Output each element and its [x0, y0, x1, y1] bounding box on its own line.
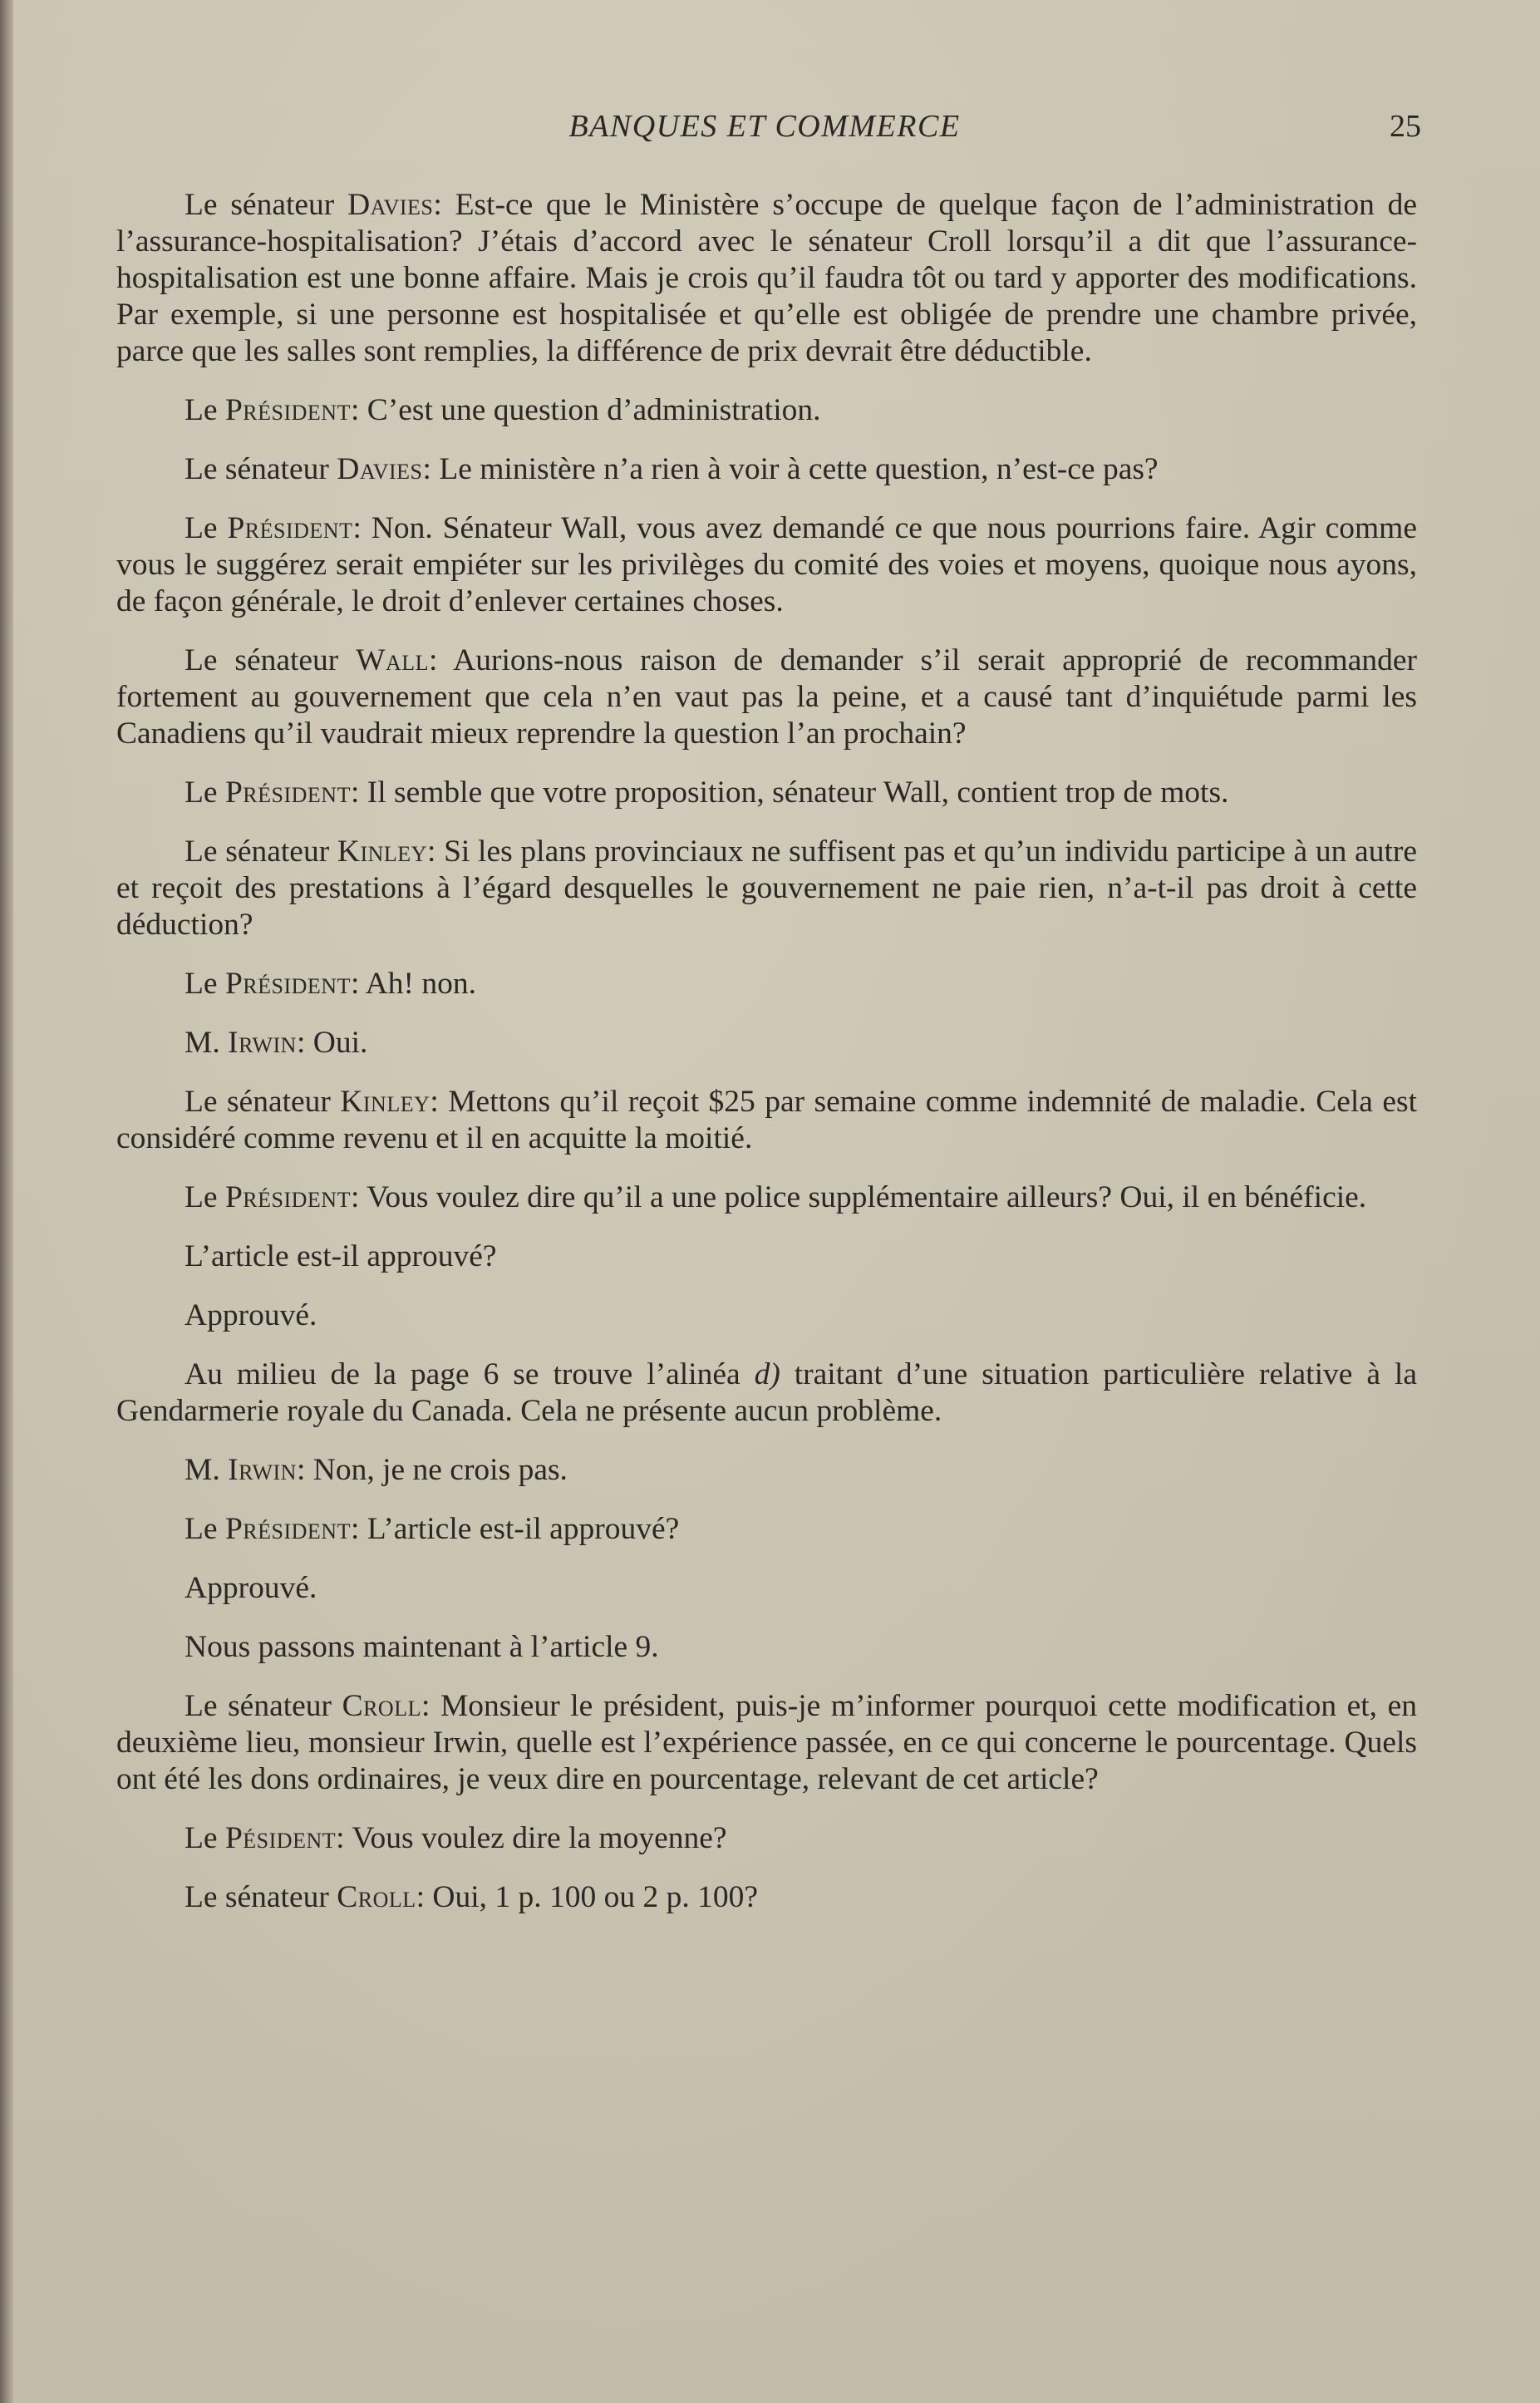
- paragraph: [116, 1238, 1417, 1275]
- paragraph-text: : Oui.: [296, 1026, 368, 1060]
- paragraph: [116, 1452, 1417, 1489]
- paragraph-text: : Aurions-nous raison de demander s’il serait approprié de recommander fortement au gouvernement que cela n’en vaut pas la peine, et a causé tant d’inquiétude parmi les Canadiens qu’il vaudrait mieux reprendre la question l’an prochain?: [116, 643, 1418, 751]
- speaker-name: Kinley: [337, 835, 427, 869]
- paragraph: [116, 1570, 1417, 1607]
- paragraph-text: L’article est-il approuvé?: [185, 1239, 497, 1273]
- speaker-prefix: Le: [185, 393, 225, 427]
- paragraph-text: : Non. Sénateur Wall, vous avez demandé ce que nous pourrions faire. Agir comme vous le suggérez serait empiéter sur les privilèges du comité des voies et moyens, quoique nous ayons, de façon générale, le droit d’enlever certaines choses.: [116, 511, 1417, 618]
- paragraph-text: : Le ministère n’a rien à voir à cette question, n’est-ce pas?: [422, 452, 1159, 486]
- paragraph: [116, 451, 1417, 488]
- paragraph-text: : Il semble que votre proposition, sénateur Wall, contient trop de mots.: [350, 776, 1229, 810]
- paragraph-text: : Non, je ne crois pas.: [296, 1453, 568, 1487]
- paragraph: [116, 392, 1417, 429]
- paragraph-text: : Monsieur le président, puis-je m’informer pourquoi cette modification et, en deuxième lieu, monsieur Irwin, quelle est l’expérience passée, en ce qui concerne le pourcentage. Quels ont été les dons ordinaires, je veux dire en pourcentage, relevant de cet article?: [116, 1689, 1417, 1796]
- paragraph: [116, 834, 1417, 943]
- speaker-prefix: Le: [185, 1512, 225, 1546]
- paragraph-text: : Est-ce que le Ministère s’occupe de quelque façon de l’administration de l’assurance-hospitalisation? J’étais d’accord avec le sénateur Croll lorsqu’il a dit que l’assurance-hospitalisation est une bonne affaire. Mais je crois qu’il faudra tôt ou tard y apporter des modifications. Par exemple, si une personne est hospitalisée et qu’elle est obligée de prendre une chambre privée, parce que les salles sont remplies, la différence de prix devrait être déductible.: [116, 188, 1418, 368]
- speaker-name: Président: [224, 967, 351, 1001]
- paragraph: [116, 1084, 1417, 1157]
- paragraph: [116, 1357, 1417, 1430]
- speaker-name: Croll: [337, 1880, 416, 1914]
- speaker-name: Président: [224, 393, 351, 427]
- paragraph: [116, 966, 1417, 1002]
- speaker-prefix: M.: [185, 1026, 229, 1060]
- paragraph-text: Nous passons maintenant à l’article 9.: [185, 1630, 659, 1664]
- speaker-prefix: Le sénateur: [185, 188, 348, 222]
- paragraph-text: Approuvé.: [185, 1571, 317, 1605]
- speaker-name: Wall: [356, 643, 430, 677]
- speaker-prefix: Le sénateur: [185, 1689, 342, 1723]
- speaker-name: Président: [224, 1180, 351, 1214]
- speaker-name: Président: [224, 1512, 351, 1546]
- binding-edge: [0, 0, 13, 2403]
- speaker-name: Pésident: [224, 1821, 337, 1855]
- paragraph: [116, 775, 1417, 811]
- speaker-prefix: Le: [185, 511, 228, 545]
- speaker-prefix: M.: [185, 1453, 229, 1487]
- page-number: 25: [1390, 109, 1421, 144]
- speaker-name: Irwin: [228, 1026, 297, 1060]
- speaker-prefix: Le sénateur: [185, 643, 357, 677]
- body-text: [116, 187, 1417, 1938]
- speaker-name: Président: [227, 511, 353, 545]
- paragraph-text: : Si les plans provinciaux ne suffisent pas et qu’un individu participe à un autre et reçoit des prestations à l’égard desquelles le gouvernement ne paie rien, n’a-t-il pas droit à cette déduction?: [116, 835, 1418, 942]
- speaker-name: Croll: [342, 1689, 421, 1723]
- speaker-prefix: Le sénateur: [185, 1880, 337, 1914]
- paragraph: [116, 510, 1417, 620]
- speaker-prefix: Le: [185, 1821, 225, 1855]
- paragraph: [116, 187, 1417, 370]
- speaker-name: Davies: [337, 452, 423, 486]
- paragraph: [116, 1629, 1417, 1666]
- paragraph-text: : Oui, 1 p. 100 ou 2 p. 100?: [416, 1880, 759, 1914]
- paragraph: [116, 643, 1417, 752]
- italic-text: d): [754, 1357, 780, 1391]
- paragraph-text: Approuvé.: [185, 1298, 317, 1332]
- speaker-prefix: Le sénateur: [185, 835, 337, 869]
- speaker-prefix: Le: [185, 1180, 225, 1214]
- paragraph-text: Au milieu de la page 6 se trouve l’alinéa: [185, 1357, 755, 1391]
- paragraph: [116, 1025, 1417, 1061]
- paragraph-text: : Ah! non.: [350, 967, 476, 1001]
- paragraph-text: : Mettons qu’il reçoit $25 par semaine comme indemnité de maladie. Cela est considéré comme revenu et il en acquitte la moitié.: [116, 1085, 1417, 1155]
- paragraph-text: : C’est une question d’administration.: [350, 393, 821, 427]
- paragraph: [116, 1820, 1417, 1857]
- speaker-name: Président: [224, 776, 351, 810]
- paragraph: [116, 1179, 1417, 1216]
- speaker-prefix: Le: [185, 967, 225, 1001]
- paragraph: [116, 1511, 1417, 1548]
- speaker-name: Kinley: [340, 1085, 431, 1119]
- paragraph-text: : Vous voulez dire qu’il a une police supplémentaire ailleurs? Oui, il en bénéficie.: [350, 1180, 1367, 1214]
- speaker-prefix: Le sénateur: [185, 1085, 341, 1119]
- paragraph: [116, 1688, 1417, 1798]
- paragraph-text-continued: traitant d’une situation particulière relative à la Gendarmerie royale du Canada. Cela ne présente aucun problème.: [116, 1357, 1417, 1428]
- speaker-prefix: Le sénateur: [185, 452, 337, 486]
- speaker-prefix: Le: [185, 776, 225, 810]
- running-head: BANQUES ET COMMERCE: [568, 109, 961, 144]
- page-header: [116, 108, 1421, 158]
- paragraph: [116, 1879, 1417, 1916]
- paragraph-text: : Vous voulez dire la moyenne?: [336, 1821, 727, 1855]
- paragraph: [116, 1298, 1417, 1334]
- speaker-name: Davies: [347, 188, 434, 222]
- speaker-name: Irwin: [228, 1453, 297, 1487]
- paragraph-text: : L’article est-il approuvé?: [350, 1512, 680, 1546]
